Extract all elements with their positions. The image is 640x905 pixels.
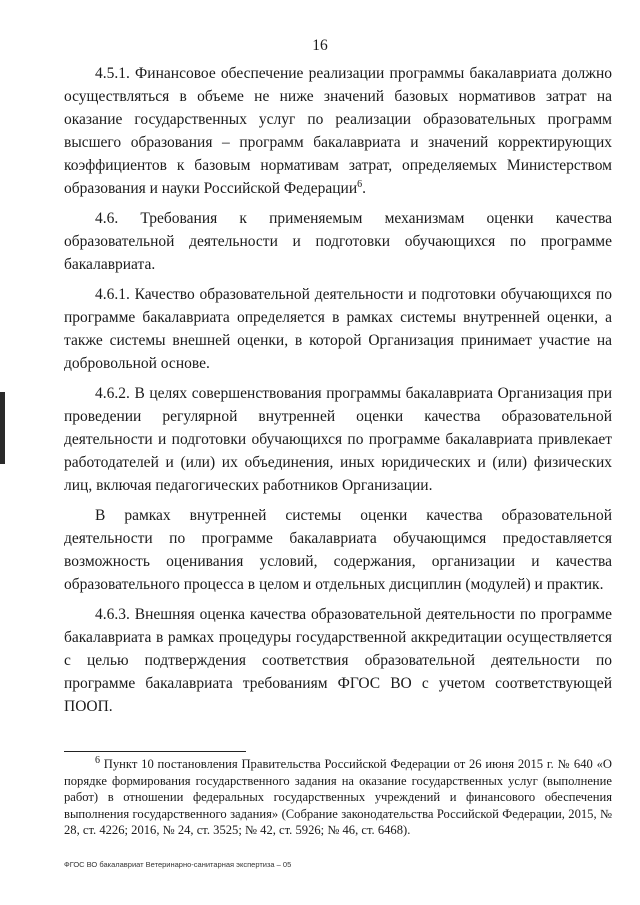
document-body — [64, 62, 612, 725]
footnote — [64, 756, 612, 839]
scan-edge-mark — [0, 392, 5, 464]
paragraph-4-6-2: 4.6.2. В целях совершенствования программы бакалавриата Организация при проведении регулярной внутренней оценки качества образовательной деятельности и подготовки обучающихся по программе бакалавриата привлекает работодателей и (или) их объединения, иных юридических и (или) физических лиц, включая педагогических работников Организации. — [64, 385, 612, 494]
paragraph-4-6-3: 4.6.3. Внешняя оценка качества образовательной деятельности по программе бакалавриата в рамках процедуры государственной аккредитации осуществляется с целью подтверждения соответствия образовательной деятельности по программе бакалавриата требованиям ФГОС ВО с учетом соответствующей ПООП. — [64, 606, 612, 715]
footnote-marker: 6 — [95, 754, 100, 766]
footnote-text-block — [64, 756, 612, 839]
document-footer: ФГОС ВО бакалавриат Ветеринарно-санитарная экспертиза – 05 — [64, 860, 292, 869]
paragraph-4-5-1 — [64, 62, 612, 200]
paragraph-internal-assessment: В рамках внутренней системы оценки качества образовательной деятельности по программе бакалавриата обучающимся предоставляется возможность оценивания условий, содержания, организации и качества образовательного процесса в целом и отдельных дисциплин (модулей) и практик. — [64, 507, 612, 593]
paragraph-4-6-1: 4.6.1. Качество образовательной деятельности и подготовки обучающихся по программе бакалавриата определяется в рамках системы внутренней оценки, а также системы внешней оценки, в которой Организация принимает участие на добровольной основе. — [64, 286, 612, 372]
paragraph-tail: . — [362, 180, 366, 197]
paragraph-text: 4.5.1. Финансовое обеспечение реализации программы бакалавриата должно осуществляться в объеме не ниже значений базовых нормативов затрат на оказание государственных услуг по реализации образовательных программ высшего образования – программ бакалавриата и значений корректирующих коэффициентов к базовым нормативам затрат, определяемых Министерством образования и науки Российской Федерации — [64, 65, 612, 197]
footnote-reference: 6 — [357, 178, 363, 190]
footnote-separator — [64, 751, 246, 752]
footnote-text: Пункт 10 постановления Правительства Российской Федерации от 26 июня 2015 г. № 640 «О порядке формирования государственного задания на оказание государственных услуг (выполнение работ) в отношении федеральных государственных учреждений и финансового обеспечения выполнения государственного задания» (Собрание законодательства Российской Федерации, 2015, № 28, ст. 4226; 2016, № 24, ст. 3525; № 42, ст. 5926; № 46, ст. 6468). — [64, 757, 612, 837]
page-number: 16 — [312, 37, 328, 54]
paragraph-4-6: 4.6. Требования к применяемым механизмам оценки качества образовательной деятельности и подготовки обучающихся по программе бакалавриата. — [64, 210, 612, 273]
